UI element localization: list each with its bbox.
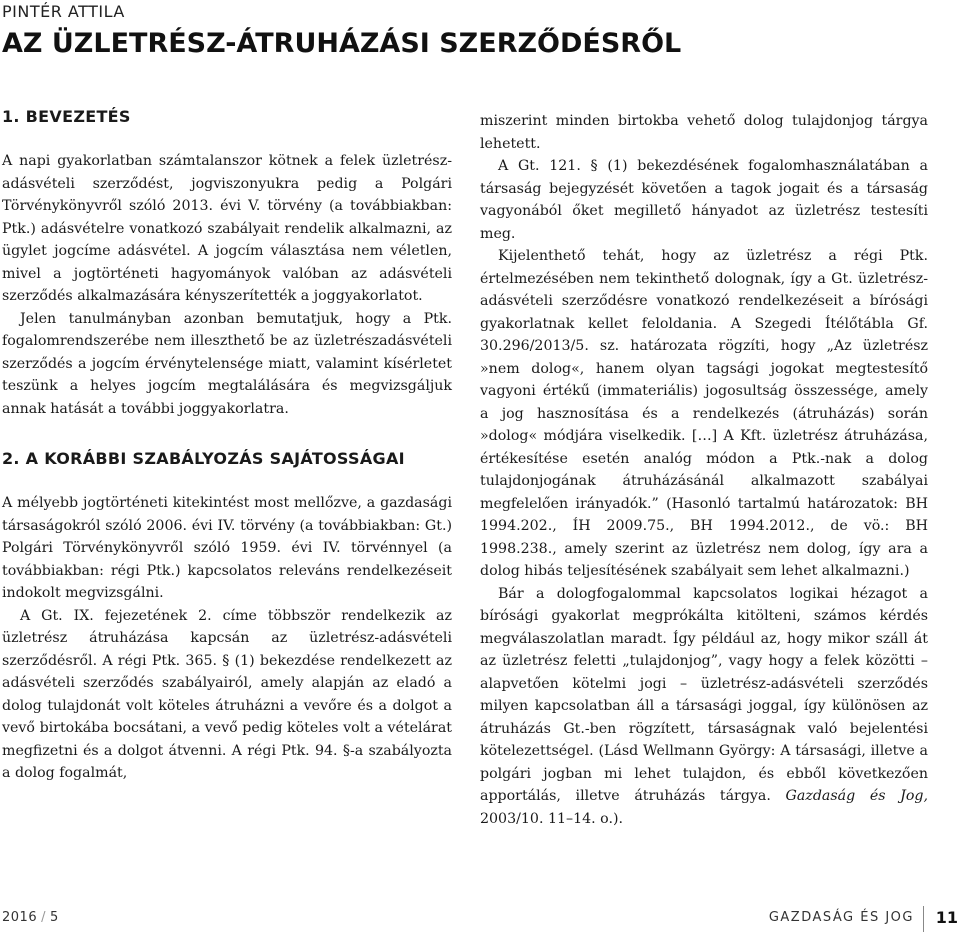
journal-name: GAZDASÁG ÉS JOG [768,910,914,925]
paragraph: A napi gyakorlatban számtalanszor kötnek a felek üzletrész-adásvételi szerződést, jogviszonyukra pedig a Polgári Törvénykönyvről szóló 2013. évi V. törvény (a továbbiakban: Ptk.) adásvételre vonatkozó szabályait rendelik alkalmazni, az ügylet jogcíme adásvétel. A jogcím választása nem véletlen, mivel a jogtörténeti hagyományok valóban az adásvételi szerződés alkalmazására kényszerítették a joggyakorlatot. [2,153,452,304]
section-1-heading: 1. BEVEZETÉS [2,107,131,126]
paragraph-text: Bár a dologfogalommal kapcsolatos logikai hézagot a bírósági gyakorlat megprókálta kitölteni, számos kérdés megválaszolatlan maradt. Így például az, hogy mikor száll át az üzletrész feletti „tulajdonjog”, vagy hogy a felek közötti – alapvetően kötelmi jogi – üzletrész-adásvételi szerződés milyen kapcsolatban áll a társasági joggal, így különösen az átruházás Gt.-ben rögzített, társaságnak való bejelentési kötelezettségel. (Lásd Wellmann György: A társasági, illetve a polgári jogban mi lehet tulajdon, és ebből következően apportálás, illetve átruházás tárgya. [480,585,928,804]
paragraph [480,583,928,831]
page-number: 11 [935,908,958,927]
page-footer [0,906,960,930]
paragraph: Jelen tanulmányban azonban bemutatjuk, hogy a Ptk. fogalomrendszerébe nem illeszthető be az üzletrészadásvételi szerződés a jogcím érvénytelensége miatt, valamint kísérletet teszünk a helyes jogcím megtalálására és megvizsgáljuk annak hatását a további joggyakorlatra. [2,310,452,417]
footer-divider [923,906,924,932]
author-name: PINTÉR ATTILA [2,2,125,21]
right-column [480,110,928,830]
paragraph: A Gt. 121. § (1) bekezdésének fogalomhasználatában a társaság bejegyzését követően a tagok jogait és a társaság vagyonából őket megillető hányadot az üzletrész testesíti meg. [480,158,928,242]
issue-number: 2016 / 5 [2,910,59,925]
left-column [2,106,452,785]
paragraph: Kijelenthető tehát, hogy az üzletrész a régi Ptk. értelmezésében nem tekinthető dolognak, így a Gt. üzletrész-adásvételi szerződésre vonatkozó rendelkezéseit a bírósági gyakorlatnak kellet feloldania. A Szegedi Ítélőtábla Gf. 30.296/2013/5. sz. határozata rögzíti, hogy „Az üzletrész »nem dolog«, hanem olyan tagsági jogokat megtestesítő vagyoni értékű (immateriális) jogosultság összessége, amely a jog hasznosítása és a rendelkezés (átruházás) során »dolog« módjára viselkedik. […] A Kft. üzletrész átruházása, értékesítése esetén analóg módon a Ptk.-nak a dolog tulajdonjogának átruházásánál alkalmazott szabályai megfelelően irányadók.” (Hasonló tartalmú határozatok: BH 1994.202., ÍH 2009.75., BH 1994.2012., de vö.: BH 1998.238., amely szerint az üzletrész nem dolog, így ara a dolog hibás teljesítésének szabályait sem lehet alkalmazni.) [480,248,928,579]
paragraph: A Gt. IX. fejezetének 2. címe többször rendelkezik az üzletrész átruházása kapcsán az üzletrész-adásvételi szerződésről. A régi Ptk. 365. § (1) bekezdése rendelkezett az adásvételi szerződés szabályairól, amely alapján az eladó a dolog tulajdonát volt köteles átruházni a vevőre és a dolgot a vevő birtokába bocsátani, a vevő pedig köteles volt a vételárat megfizetni és a dolgot átvenni. A régi Ptk. 94. §-a szabályozta a dolog fogalmát, [2,607,452,781]
article-title: AZ ÜZLETRÉSZ-ÁTRUHÁZÁSI SZERZŐDÉSRŐL [2,28,682,59]
paragraph: A mélyebb jogtörténeti kitekintést most mellőzve, a gazdasági társaságokról szóló 2006. évi IV. törvény (a továbbiakban: Gt.) Polgári Törvénykönyvről szóló 1959. évi IV. törvénnyel (a továbbiakban: régi Ptk.) kapcsolatos releváns rendelkezéseit indokolt megvizsgálni. [2,495,452,601]
journal-citation: Gazdaság és Jog, [785,788,928,804]
paragraph: miszerint minden birtokba vehető dolog tulajdonjog tárgya lehetett. [480,113,928,152]
section-2-heading: 2. A KORÁBBI SZABÁLYOZÁS SAJÁTOSSÁGAI [2,449,405,468]
paragraph-text: 2003/10. 11–14. o.). [480,810,624,827]
